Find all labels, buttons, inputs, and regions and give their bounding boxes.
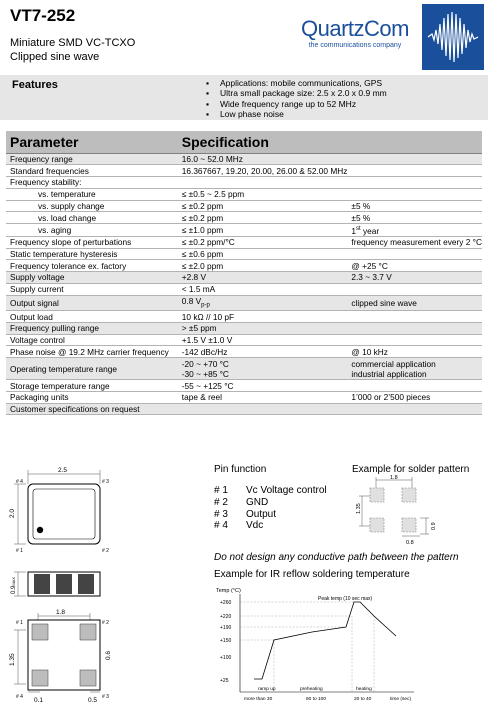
subtitle-line-1: Miniature SMD VC-TCXO bbox=[10, 37, 136, 49]
peak-temp-label: Peak temp (10 sec max) bbox=[318, 596, 373, 602]
spec-value: ≤ ±0.2 ppm/°C bbox=[178, 236, 348, 248]
spec-parameter: Standard frequencies bbox=[6, 165, 178, 177]
spec-note bbox=[347, 188, 482, 200]
spec-note: ±5 % bbox=[347, 200, 482, 212]
spec-row bbox=[6, 212, 482, 224]
spec-note: ±5 % bbox=[347, 212, 482, 224]
bottom-width-dim: 1.8 bbox=[56, 609, 66, 616]
spec-value: 16.367667, 19.20, 20.00, 26.00 & 52.00 MHz bbox=[178, 165, 348, 177]
package-side-view bbox=[4, 564, 116, 604]
specification-rows bbox=[6, 153, 482, 415]
pin-row bbox=[214, 497, 327, 509]
y-tick: +220 bbox=[220, 614, 232, 620]
spec-row bbox=[6, 380, 482, 392]
spec-parameter: Customer specifications on request bbox=[6, 403, 178, 415]
top-height-dim: 2.0 bbox=[9, 508, 16, 518]
pin-number: # 4 bbox=[214, 520, 228, 532]
solder-pattern-title: Example for solder pattern bbox=[352, 464, 470, 475]
spec-note: 1st year bbox=[347, 224, 482, 237]
spec-note bbox=[347, 334, 482, 346]
spec-row bbox=[6, 322, 482, 334]
pin2-label: # 2 bbox=[102, 548, 109, 554]
y-tick: +190 bbox=[220, 625, 232, 631]
subtitle-line-2: Clipped sine wave bbox=[10, 51, 100, 63]
pin3-label: # 3 bbox=[102, 479, 109, 485]
spec-row bbox=[6, 391, 482, 403]
spec-row bbox=[6, 248, 482, 260]
spec-value: 0.8 $V_{p-p}$ bbox=[178, 295, 348, 311]
spec-note bbox=[347, 153, 482, 165]
product-subtitle bbox=[10, 36, 135, 64]
spec-parameter: Operating temperature range bbox=[6, 358, 178, 380]
spec-note: frequency measurement every 2 °C bbox=[347, 236, 482, 248]
specification-header: Specification bbox=[178, 131, 482, 153]
spec-parameter: Phase noise @ 19.2 MHz carrier frequency bbox=[6, 346, 178, 358]
reflow-phases bbox=[258, 686, 372, 692]
y-tick: +150 bbox=[220, 638, 232, 644]
top-width-dim: 2.5 bbox=[58, 467, 68, 474]
pin-function-list bbox=[214, 485, 327, 532]
logo-name: QuartzCom bbox=[301, 16, 409, 41]
spec-parameter: vs. supply change bbox=[6, 200, 178, 212]
spec-parameter: Frequency stability: bbox=[6, 177, 178, 189]
spec-parameter: Frequency slope of perturbations bbox=[6, 236, 178, 248]
spec-row bbox=[6, 200, 482, 212]
spec-note bbox=[347, 322, 482, 334]
spec-note bbox=[347, 248, 482, 260]
spec-row bbox=[6, 283, 482, 295]
bottom-pad-dim: 0.6 bbox=[105, 650, 112, 660]
spec-row bbox=[6, 188, 482, 200]
spec-value bbox=[178, 403, 348, 415]
features-label: Features bbox=[12, 79, 58, 91]
bottom-pin4-label: # 4 bbox=[16, 694, 23, 700]
spec-parameter: Voltage control bbox=[6, 334, 178, 346]
feature-item: ▪ Low phase noise bbox=[206, 109, 387, 119]
spec-value: -20 ~ +70 °C -30 ~ +85 °C bbox=[178, 358, 348, 380]
reflow-x-ticks bbox=[244, 696, 411, 702]
spec-value: ≤ ±1.0 ppm bbox=[178, 224, 348, 237]
spec-note: clipped sine wave bbox=[347, 295, 482, 311]
spec-parameter: Output load bbox=[6, 311, 178, 323]
pin-number: # 1 bbox=[214, 485, 228, 496]
pin1-marker-icon bbox=[37, 527, 43, 533]
pin1-label: # 1 bbox=[16, 548, 23, 554]
spec-value bbox=[178, 177, 348, 189]
y-tick: +260 bbox=[220, 600, 232, 606]
reflow-y-ticks bbox=[220, 600, 231, 684]
spec-parameter: vs. load change bbox=[6, 212, 178, 224]
specification-table bbox=[6, 131, 482, 415]
spec-row bbox=[6, 334, 482, 346]
feature-item: ▪ Wide frequency range up to 52 MHz bbox=[206, 99, 387, 109]
spec-value: ≤ ±0.2 ppm bbox=[178, 212, 348, 224]
spec-value: +1.5 V ±1.0 V bbox=[178, 334, 348, 346]
solder-dim-top: 1.8 bbox=[390, 475, 398, 481]
bottom-height-dim: 1.35 bbox=[9, 653, 16, 666]
design-warning: Do not design any conductive path between the pattern bbox=[214, 552, 459, 563]
spec-value: < 1.5 mA bbox=[178, 283, 348, 295]
y-tick: +25 bbox=[220, 678, 229, 684]
spec-value: 10 kΩ // 10 pF bbox=[178, 311, 348, 323]
features-section bbox=[0, 75, 488, 120]
spec-parameter: Supply current bbox=[6, 283, 178, 295]
phase-label: ramp up bbox=[258, 687, 276, 692]
spec-value: 16.0 ~ 52.0 MHz bbox=[178, 153, 348, 165]
logo-tagline: the communications company bbox=[308, 42, 402, 49]
spec-row bbox=[6, 403, 482, 415]
phase-label: preheating bbox=[300, 687, 323, 692]
spec-parameter: Supply voltage bbox=[6, 272, 178, 284]
spec-note: 2.3 ~ 3.7 V bbox=[347, 272, 482, 284]
pin-function-title: Pin function bbox=[214, 464, 267, 475]
spec-row bbox=[6, 165, 482, 177]
spec-note: @ 10 kHz bbox=[347, 346, 482, 358]
spec-parameter: Packaging units bbox=[6, 391, 178, 403]
dim-0-1: 0.1 bbox=[34, 697, 44, 704]
reflow-y-label: Temp (°C) bbox=[216, 588, 241, 594]
spec-note bbox=[347, 380, 482, 392]
bottom-pin1-label: # 1 bbox=[16, 620, 23, 626]
spec-parameter: vs. aging bbox=[6, 224, 178, 237]
solder-dim-bottom: 0.8 bbox=[406, 540, 414, 546]
feature-item: ▪ Applications: mobile communications, GPS bbox=[206, 78, 387, 88]
spec-value: > ±5 ppm bbox=[178, 322, 348, 334]
spec-value: +2.8 V bbox=[178, 272, 348, 284]
spec-note bbox=[347, 177, 482, 189]
waveform-logo-icon bbox=[422, 4, 484, 70]
pin-row bbox=[214, 520, 327, 532]
x-tick: 20 to 40 bbox=[354, 697, 372, 702]
company-logo bbox=[298, 4, 484, 70]
phase-label: heating bbox=[356, 687, 372, 692]
spec-value: ≤ ±2.0 ppm bbox=[178, 260, 348, 272]
x-tick: more than 30 bbox=[244, 697, 273, 702]
spec-value: tape & reel bbox=[178, 391, 348, 403]
pin-number: # 3 bbox=[214, 508, 228, 520]
x-axis-label: time (sec) bbox=[390, 697, 412, 702]
spec-value: -142 dBc/Hz bbox=[178, 346, 348, 358]
spec-note bbox=[347, 403, 482, 415]
solder-dim-left: 1.35 bbox=[356, 503, 362, 514]
x-tick: 60 to 100 bbox=[306, 697, 327, 702]
spec-parameter: Static temperature hysteresis bbox=[6, 248, 178, 260]
spec-row bbox=[6, 311, 482, 323]
spec-value: ≤ ±0.2 ppm bbox=[178, 200, 348, 212]
features-list bbox=[206, 78, 387, 120]
spec-parameter: Frequency tolerance ex. factory bbox=[6, 260, 178, 272]
pin-row bbox=[214, 485, 327, 497]
spec-row bbox=[6, 272, 482, 284]
pin-function: Vdc bbox=[246, 520, 264, 532]
solder-pattern-drawing bbox=[350, 474, 460, 546]
spec-note bbox=[347, 283, 482, 295]
spec-note: 1’000 or 2’500 pieces bbox=[347, 391, 482, 403]
spec-row bbox=[6, 358, 482, 380]
spec-parameter: Frequency range bbox=[6, 153, 178, 165]
spec-parameter: Output signal bbox=[6, 295, 178, 311]
spec-note: @ +25 °C bbox=[347, 260, 482, 272]
spec-row bbox=[6, 236, 482, 248]
spec-row bbox=[6, 295, 482, 311]
spec-row bbox=[6, 260, 482, 272]
spec-row bbox=[6, 346, 482, 358]
spec-value: -55 ~ +125 °C bbox=[178, 380, 348, 392]
spec-note bbox=[347, 311, 482, 323]
package-bottom-view bbox=[4, 606, 116, 705]
spec-parameter: Storage temperature range bbox=[6, 380, 178, 392]
pin-function: Vc Voltage control bbox=[246, 485, 327, 496]
spec-value: ≤ ±0.5 ~ 2.5 ppm bbox=[178, 188, 348, 200]
bottom-pin3-label: # 3 bbox=[102, 694, 109, 700]
y-tick: +100 bbox=[220, 655, 232, 661]
dim-0-5: 0.5 bbox=[88, 697, 98, 704]
reflow-title: Example for IR reflow soldering temperature bbox=[214, 569, 410, 580]
package-top-view bbox=[4, 466, 116, 560]
spec-parameter: vs. temperature bbox=[6, 188, 178, 200]
pin-number: # 2 bbox=[214, 496, 228, 508]
spec-parameter: Frequency pulling range bbox=[6, 322, 178, 334]
spec-value: ≤ ±0.6 ppm bbox=[178, 248, 348, 260]
pin-function: Output bbox=[246, 508, 277, 520]
feature-item: ▪ Ultra small package size: 2.5 x 2.0 x 0.9 mm bbox=[206, 88, 387, 98]
pin-function: GND bbox=[246, 496, 269, 508]
parameter-header: Parameter bbox=[6, 131, 178, 153]
bottom-pin2-label: # 2 bbox=[102, 620, 109, 626]
spec-row bbox=[6, 177, 482, 189]
reflow-profile-chart bbox=[214, 584, 454, 702]
spec-row bbox=[6, 153, 482, 165]
spec-note bbox=[347, 165, 482, 177]
side-height-dim: 0.9MAX bbox=[11, 576, 17, 594]
pin-row bbox=[214, 509, 327, 521]
spec-row bbox=[6, 224, 482, 237]
spec-note: commercial application industrial application bbox=[347, 358, 482, 380]
solder-dim-right: 0.9 bbox=[431, 522, 437, 530]
pin4-label: # 4 bbox=[16, 479, 23, 485]
product-title: VT7-252 bbox=[10, 6, 76, 25]
